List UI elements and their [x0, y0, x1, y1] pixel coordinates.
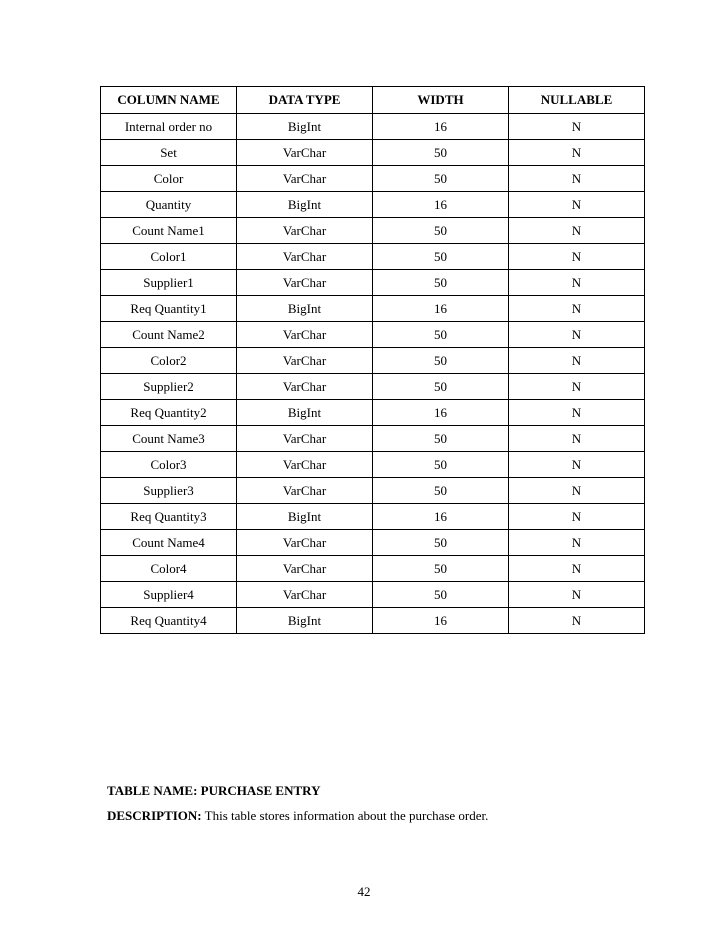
cell-data-type: VarChar [237, 452, 373, 478]
cell-data-type: VarChar [237, 322, 373, 348]
description-label: DESCRIPTION: [107, 808, 202, 823]
cell-nullable: N [509, 192, 645, 218]
cell-column-name: Supplier2 [101, 374, 237, 400]
cell-column-name: Count Name2 [101, 322, 237, 348]
cell-width: 50 [373, 556, 509, 582]
cell-column-name: Set [101, 140, 237, 166]
cell-data-type: VarChar [237, 140, 373, 166]
table-row [101, 582, 645, 608]
cell-width: 50 [373, 478, 509, 504]
cell-width: 16 [373, 296, 509, 322]
cell-nullable: N [509, 400, 645, 426]
cell-column-name: Internal order no [101, 114, 237, 140]
table-row [101, 504, 645, 530]
cell-width: 16 [373, 504, 509, 530]
cell-width: 16 [373, 114, 509, 140]
cell-width: 50 [373, 244, 509, 270]
table-row [101, 322, 645, 348]
cell-data-type: VarChar [237, 426, 373, 452]
cell-data-type: VarChar [237, 244, 373, 270]
cell-nullable: N [509, 426, 645, 452]
cell-data-type: VarChar [237, 218, 373, 244]
cell-column-name: Req Quantity3 [101, 504, 237, 530]
table-row [101, 556, 645, 582]
cell-column-name: Color [101, 166, 237, 192]
table-row [101, 426, 645, 452]
cell-column-name: Supplier4 [101, 582, 237, 608]
table-header-row [101, 87, 645, 114]
table-row [101, 140, 645, 166]
cell-column-name: Req Quantity1 [101, 296, 237, 322]
cell-width: 16 [373, 192, 509, 218]
next-table-name: TABLE NAME: PURCHASE ENTRY [107, 783, 321, 798]
cell-nullable: N [509, 608, 645, 634]
cell-width: 16 [373, 400, 509, 426]
cell-column-name: Req Quantity4 [101, 608, 237, 634]
table-row [101, 400, 645, 426]
cell-data-type: BigInt [237, 504, 373, 530]
cell-data-type: VarChar [237, 270, 373, 296]
table-row [101, 348, 645, 374]
cell-column-name: Quantity [101, 192, 237, 218]
header-width: WIDTH [373, 87, 509, 114]
table-body [101, 114, 645, 634]
table-row [101, 114, 645, 140]
cell-nullable: N [509, 114, 645, 140]
next-table-description [107, 807, 488, 825]
cell-data-type: BigInt [237, 114, 373, 140]
table-row [101, 166, 645, 192]
description-text: This table stores information about the purchase order. [204, 808, 489, 823]
cell-nullable: N [509, 270, 645, 296]
cell-width: 50 [373, 582, 509, 608]
cell-column-name: Req Quantity2 [101, 400, 237, 426]
cell-column-name: Color4 [101, 556, 237, 582]
cell-data-type: VarChar [237, 530, 373, 556]
cell-column-name: Count Name1 [101, 218, 237, 244]
cell-nullable: N [509, 478, 645, 504]
table-row [101, 478, 645, 504]
cell-width: 50 [373, 348, 509, 374]
cell-data-type: BigInt [237, 608, 373, 634]
cell-width: 50 [373, 426, 509, 452]
cell-nullable: N [509, 140, 645, 166]
table-row [101, 608, 645, 634]
cell-nullable: N [509, 582, 645, 608]
cell-column-name: Count Name4 [101, 530, 237, 556]
cell-data-type: VarChar [237, 166, 373, 192]
cell-width: 50 [373, 140, 509, 166]
cell-nullable: N [509, 348, 645, 374]
table-row [101, 452, 645, 478]
cell-width: 50 [373, 452, 509, 478]
cell-column-name: Color2 [101, 348, 237, 374]
table-row [101, 374, 645, 400]
page-number: 42 [357, 884, 371, 899]
table-row [101, 296, 645, 322]
cell-nullable: N [509, 244, 645, 270]
header-data-type: DATA TYPE [237, 87, 373, 114]
table-row [101, 244, 645, 270]
cell-width: 50 [373, 374, 509, 400]
cell-column-name: Supplier3 [101, 478, 237, 504]
cell-nullable: N [509, 322, 645, 348]
header-nullable: NULLABLE [509, 87, 645, 114]
cell-nullable: N [509, 166, 645, 192]
cell-width: 16 [373, 608, 509, 634]
schema-table [100, 86, 645, 634]
cell-data-type: BigInt [237, 192, 373, 218]
cell-column-name: Color1 [101, 244, 237, 270]
cell-nullable: N [509, 374, 645, 400]
cell-width: 50 [373, 166, 509, 192]
table-row [101, 270, 645, 296]
cell-column-name: Supplier1 [101, 270, 237, 296]
cell-nullable: N [509, 452, 645, 478]
cell-data-type: BigInt [237, 400, 373, 426]
table-row [101, 192, 645, 218]
cell-data-type: VarChar [237, 478, 373, 504]
table-row [101, 530, 645, 556]
cell-nullable: N [509, 504, 645, 530]
cell-nullable: N [509, 530, 645, 556]
cell-nullable: N [509, 296, 645, 322]
cell-data-type: BigInt [237, 296, 373, 322]
cell-column-name: Color3 [101, 452, 237, 478]
cell-column-name: Count Name3 [101, 426, 237, 452]
cell-width: 50 [373, 218, 509, 244]
cell-nullable: N [509, 556, 645, 582]
cell-width: 50 [373, 530, 509, 556]
cell-width: 50 [373, 270, 509, 296]
cell-data-type: VarChar [237, 374, 373, 400]
cell-width: 50 [373, 322, 509, 348]
cell-data-type: VarChar [237, 582, 373, 608]
cell-nullable: N [509, 218, 645, 244]
table-row [101, 218, 645, 244]
header-column-name: COLUMN NAME [101, 87, 237, 114]
cell-data-type: VarChar [237, 556, 373, 582]
cell-data-type: VarChar [237, 348, 373, 374]
